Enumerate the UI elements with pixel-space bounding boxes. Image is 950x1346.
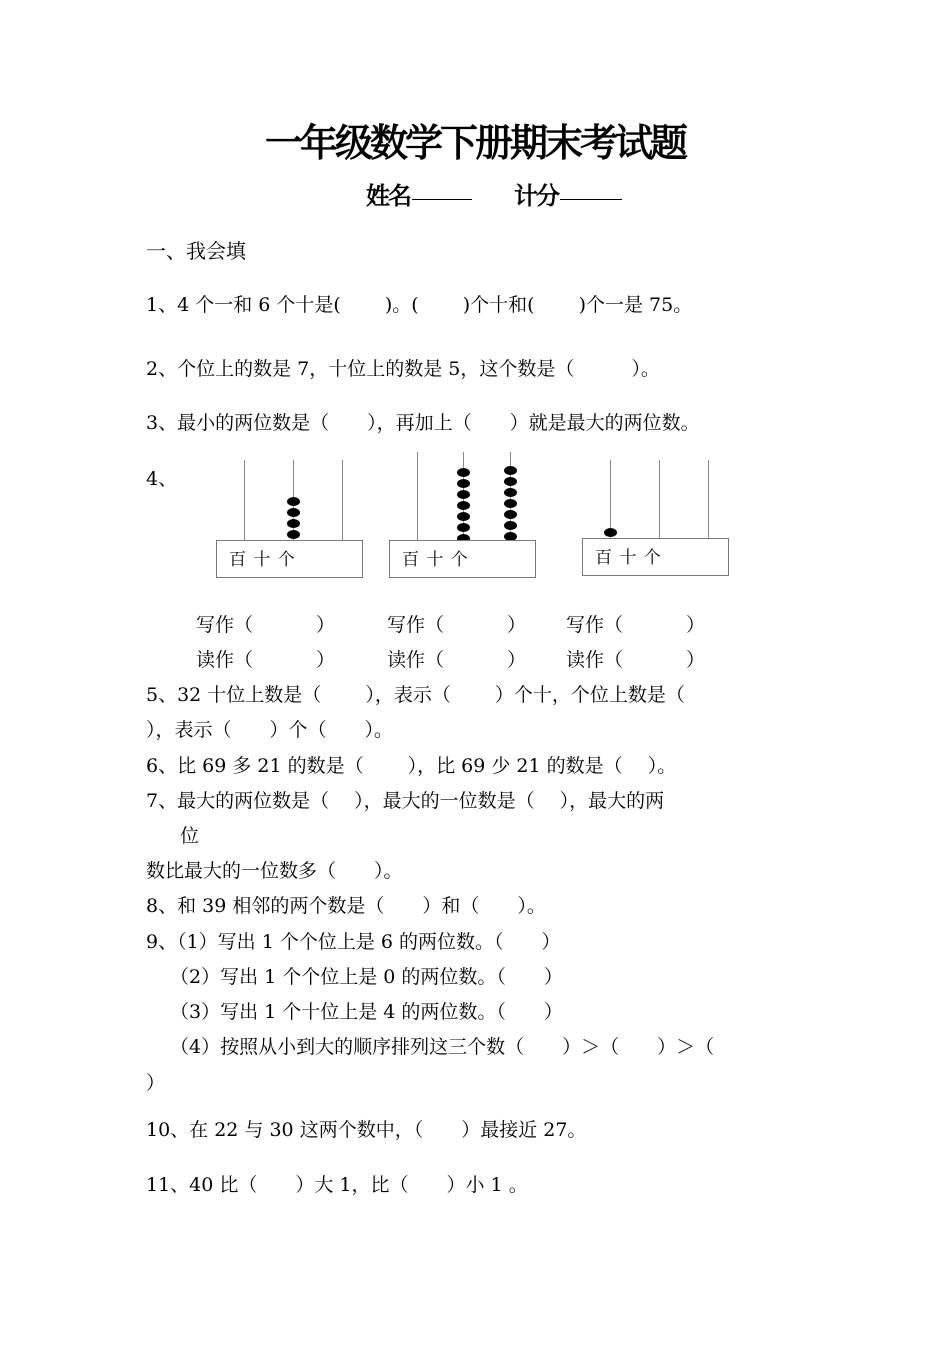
abacus-bead <box>287 497 300 506</box>
write-answer-2[interactable]: 写作（ ） <box>387 614 527 636</box>
question-3[interactable]: 3、最小的两位数是（ ），再加上（ ）就是最大的两位数。 <box>146 412 700 434</box>
abacus-place-labels: 百 十 个 <box>402 550 469 570</box>
question-9-4[interactable]: （4）按照从小到大的顺序排列这三个数（ ）＞（ ）＞（ <box>170 1036 715 1058</box>
question-2[interactable]: 2、个位上的数是 7，十位上的数是 5，这个数是（ ）。 <box>146 358 660 380</box>
write-answer-3[interactable]: 写作（ ） <box>566 614 706 636</box>
abacus-bead <box>504 510 517 519</box>
abacus-bead <box>457 523 470 532</box>
question-10[interactable]: 10、在 22 与 30 这两个数中，（ ）最接近 27。 <box>146 1119 587 1141</box>
name-field[interactable] <box>366 176 472 211</box>
abacus-place-labels: 百 十 个 <box>229 550 296 570</box>
question-7-line-2: 位 <box>180 825 200 847</box>
question-5-line-1[interactable]: 5、32 十位上数是（ ），表示（ ）个十，个位上数是（ <box>146 684 685 706</box>
abacus-rod <box>342 460 343 540</box>
abacus-bead <box>457 479 470 488</box>
abacus-2 <box>389 452 537 580</box>
abacus-bead <box>457 490 470 499</box>
abacus-bead <box>287 530 300 539</box>
abacus-bead <box>457 501 470 510</box>
question-1[interactable]: 1、4 个一和 6 个十是( )。( )个十和( )个一是 75。 <box>146 294 693 316</box>
question-9-3[interactable]: （3）写出 1 个十位上是 4 的两位数。（ ） <box>170 1001 563 1023</box>
abacus-bead <box>457 468 470 477</box>
abacus-rod <box>659 460 660 538</box>
abacus-rod <box>708 460 709 538</box>
question-11[interactable]: 11、40 比（ ）大 1，比（ ）小 1 。 <box>146 1174 528 1196</box>
write-answer-1[interactable]: 写作（ ） <box>196 614 336 636</box>
abacus-bead <box>504 499 517 508</box>
abacus-label-box <box>389 540 536 578</box>
abacus-rod <box>244 460 245 540</box>
abacus-place-labels: 百 十 个 <box>595 548 662 568</box>
question-5-line-2[interactable]: ），表示（ ）个（ ）。 <box>146 719 394 741</box>
question-7-line-3[interactable]: 数比最大的一位数多（ ）。 <box>146 860 403 882</box>
question-7-line-1[interactable]: 7、最大的两位数是（ ），最大的一位数是（ ），最大的两 <box>146 790 665 812</box>
question-8[interactable]: 8、和 39 相邻的两个数是（ ）和（ ）。 <box>146 895 546 917</box>
abacus-bead <box>604 528 617 537</box>
question-6[interactable]: 6、比 69 多 21 的数是（ ），比 69 少 21 的数是（ ）。 <box>146 755 677 777</box>
section-heading: 一、我会填 <box>146 239 246 263</box>
name-label: 姓名 <box>366 182 410 210</box>
abacus-bead <box>504 466 517 475</box>
question-4-number: 4、 <box>146 468 178 490</box>
abacus-bead <box>457 512 470 521</box>
abacus-bead <box>287 508 300 517</box>
name-blank[interactable] <box>412 199 472 200</box>
read-answer-1[interactable]: 读作（ ） <box>196 649 336 671</box>
question-9-2[interactable]: （2）写出 1 个个位上是 0 的两位数。（ ） <box>170 966 563 988</box>
abacus-bead <box>504 521 517 530</box>
abacus-rod <box>417 452 418 540</box>
abacus-bead <box>504 477 517 486</box>
abacus-label-box <box>582 538 729 576</box>
score-label: 计分 <box>514 182 558 210</box>
abacus-bead <box>504 488 517 497</box>
score-field[interactable] <box>514 176 622 211</box>
read-answer-3[interactable]: 读作（ ） <box>566 649 706 671</box>
abacus-1 <box>216 452 364 580</box>
question-9-1[interactable]: 9、（1）写出 1 个个位上是 6 的两位数。（ ） <box>146 931 561 953</box>
abacus-bead <box>287 519 300 528</box>
abacus-rod <box>610 460 611 538</box>
read-answer-2[interactable]: 读作（ ） <box>387 649 527 671</box>
abacus-label-box <box>216 540 363 578</box>
abacus-3 <box>582 452 730 580</box>
question-9-4-continued: ） <box>146 1072 166 1094</box>
page-title: 一年级数学下册期末考试题 <box>264 121 685 165</box>
score-blank[interactable] <box>560 199 622 200</box>
